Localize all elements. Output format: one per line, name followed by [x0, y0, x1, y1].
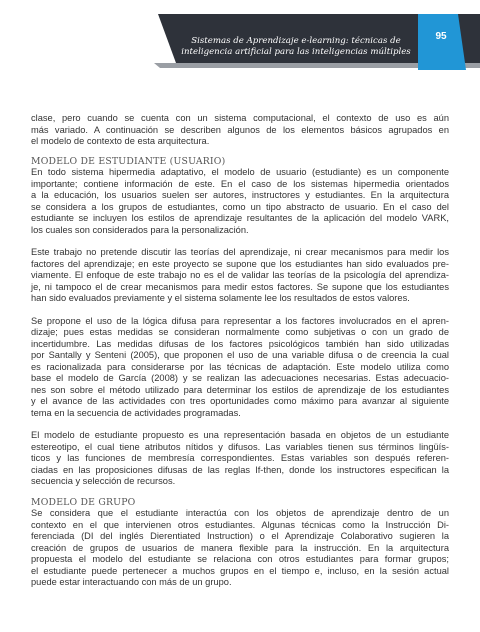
text-line: el modelo de contexto de esta arquitectura.: [31, 136, 210, 146]
text-line: creación de grupos de usuarios de manera flexible para la instrucción. En la arquitectura: [31, 542, 449, 553]
text-line: han sido evaluados previamente y el sistema solamente lee los resultados de estos valores.: [31, 293, 410, 303]
text-line: base el modelo de García (2008) y se realizan las adecuaciones necesarias. Estas adecuacio-: [31, 373, 449, 383]
page-header: [0, 0, 480, 80]
section-heading-student-model: MODELO DE ESTUDIANTE (USUARIO): [31, 155, 226, 167]
paragraph: [31, 316, 449, 420]
text-line: viamente. El enfoque de este trabajo no es el de validar las teorías de la psicología del aprendiza-: [31, 270, 449, 280]
body-text: [31, 113, 449, 589]
text-line: En todo sistema hipermedia adaptativo, el modelo de usuario (estudiante) es un componente: [31, 167, 449, 177]
paragraph: [31, 430, 449, 488]
text-line: estudiante se incluyen los estilos de aprendizaje resultantes de la aplicación del modelo VARK,: [31, 213, 449, 223]
text-line: más variado. A continuación se describen algunos de los elementos básicos agrupados en: [31, 124, 449, 135]
text-line: Se considera que el estudiante interactúa con los objetos de aprendizaje dentro de un: [31, 508, 449, 518]
text-line: Este trabajo no pretende discutir las teorías del aprendizaje, ni crear mecanismos para medir los: [31, 247, 449, 257]
text-line: ticos y las funciones de membresía correspondientes. Estas variables son después referen-: [31, 453, 449, 463]
text-line: dizaje; pues estas medidas se consideran normalmente como subjetivas o con un grado de: [31, 327, 449, 337]
text-line: je, ni tampoco el de crear mecanismos para medir estos factores. Se supone que los estudiantes: [31, 281, 449, 292]
running-head: [180, 36, 412, 58]
running-head-line-1: Sistemas de Aprendizaje e-learning: técnicas de: [191, 36, 401, 46]
paragraph: [31, 167, 449, 236]
text-line: los cuales son considerados para la personalización.: [31, 224, 249, 235]
text-line: nes son sobre el método utilizado para determinar los estilos de aprendizaje de los estudiantes: [31, 384, 449, 395]
text-line: tema en la secuencia de actividades programadas.: [31, 407, 241, 418]
text-line: ciadas en las proposiciones difusas de las reglas If-then, donde los instructores especifican la: [31, 464, 449, 475]
text-line: clase, pero cuando se cuenta con un sistema computacional, el contexto de uso es aún: [31, 113, 449, 123]
text-line: es racionalizada para considerarse por las técnicas de adaptación. Este modelo utiliza como: [31, 361, 449, 372]
text-line: Se propone el uso de la lógica difusa para representar a los factores involucrados en el apren-: [31, 315, 449, 326]
text-line: propuesta el modelo del estudiante se relaciona con otros estudiantes para formar grupos;: [31, 554, 449, 564]
text-line: a la educación, los usuarios suelen ser autores, instructores y estudiantes. En la arquitectura: [31, 190, 449, 200]
text-line: factores del aprendizaje; en este proyecto se supone que los estudiantes han sido evaluados pre-: [31, 258, 449, 269]
text-line: y el avance de las actividades con tres oportunidades como máximo para avanzar al siguiente: [31, 396, 449, 406]
text-line: estereotipo, el cual tiene atributos nítidos y difusos. Las variables tienen sus términos lingüís-: [31, 441, 449, 452]
text-line: incertidumbre. Las medidas difusas de los factores psicológicos también han sido utilizadas: [31, 338, 449, 349]
paragraph: [31, 508, 449, 589]
paragraph: [31, 247, 449, 305]
section-heading-group-model: MODELO DE GRUPO: [31, 496, 136, 508]
text-line: el estudiante puede pertenecer a muchos grupos en el tiempo e, incluso, en la sesión actual: [31, 565, 449, 576]
page-number: 95: [435, 31, 447, 42]
text-line: El modelo de estudiante propuesto es una representación basada en objetos de un estudiante: [31, 430, 449, 440]
text-line: importante; contiene información de este. En el caso de los sistemas hipermedia orientados: [31, 178, 449, 189]
text-line: se considera a los grupos de estudiantes, como un tipo abstracto de usuario. En el caso del: [31, 201, 449, 212]
text-line: contexto en el que intervienen otros estudiantes. Algunas técnicas como la Instrucción Di-: [31, 519, 449, 530]
text-line: secuencia y selección de recursos.: [31, 476, 176, 486]
text-line: por Santally y Senteni (2005), que proponen el uso de una variable difusa o de creencia la cual: [31, 350, 449, 360]
running-head-line-2: inteligencia artificial para las inteligencias múltiples: [181, 47, 411, 57]
intro-paragraph: [31, 113, 449, 148]
text-line: ferenciada (DI del inglés Dierentiated Instruction) o el Aprendizaje Colaborativo sugieren la: [31, 531, 449, 541]
text-line: puede estar interactuando con más de un grupo.: [31, 577, 232, 587]
